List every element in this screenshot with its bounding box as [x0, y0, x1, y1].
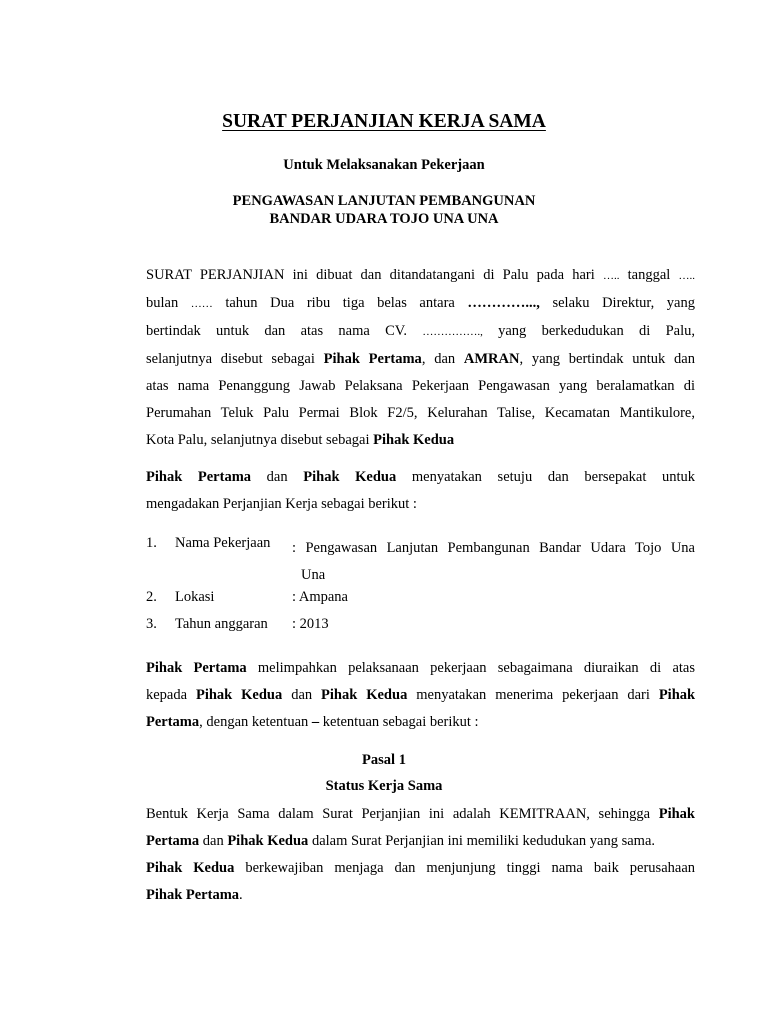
item-value: : Pengawasan Lanjutan Pembangunan Bandar Udara Tojo Una Una	[292, 540, 695, 583]
pasal-heading: Status Kerja Sama	[325, 778, 443, 794]
project-title-line-1: PENGAWASAN LANJUTAN PEMBANGUNAN	[232, 193, 536, 209]
pasal-line: Pihak Pertama.	[146, 887, 243, 903]
agreement-line: Pihak Pertama dan Pihak Kedua menyatakan setuju dan bersepakat untuk	[146, 469, 696, 485]
agreement-paragraph	[146, 464, 695, 518]
pasal-number: Pasal 1	[362, 752, 406, 768]
pasal-line: Pertama dan Pihak Kedua dalam Surat Perjanjian ini memiliki kedudukan yang sama.	[146, 833, 656, 849]
work-items-list: 1. Nama Pekerjaan : Pengawasan Lanjutan Pembangunan Bandar Udara Tojo Una Una 2. Lokasi : Ampana 3. Tahun anggaran : 2013	[146, 535, 695, 632]
pasal-paragraph	[146, 801, 695, 909]
pasal-line: Bentuk Kerja Sama dalam Surat Perjanjian ini adalah KEMITRAAN, sehingga Pihak	[146, 806, 695, 822]
delegation-line: kepada Pihak Kedua dan Pihak Kedua menyatakan menerima pekerjaan dari Pihak	[146, 687, 696, 703]
delegation-line: Pertama, dengan ketentuan – ketentuan sebagai berikut :	[146, 714, 479, 730]
intro-line: bulan …… tahun Dua ribu tiga belas antara …………..., selaku Direktur, yang	[146, 295, 695, 311]
intro-line: Kota Palu, selanjutnya disebut sebagai Pihak Kedua	[146, 432, 455, 448]
intro-paragraph	[146, 262, 695, 454]
delegation-paragraph	[146, 655, 695, 736]
pasal-line: Pihak Kedua berkewajiban menjaga dan menjunjung tinggi nama baik perusahaan	[146, 860, 696, 876]
intro-line: selanjutnya disebut sebagai Pihak Pertama, dan AMRAN, yang bertindak untuk dan	[146, 351, 695, 367]
document-title: SURAT PERJANJIAN KERJA SAMA	[222, 111, 546, 132]
intro-line: atas nama Penanggung Jawab Pelaksana Pekerjaan Pengawasan yang beralamatkan di	[146, 378, 695, 394]
project-title-line-2: BANDAR UDARA TOJO UNA UNA	[269, 211, 499, 227]
intro-line: bertindak untuk dan atas nama CV. ……………., yang berkedudukan di Palu,	[146, 323, 696, 339]
intro-line: Perumahan Teluk Palu Permai Blok F2/5, Kelurahan Talise, Kecamatan Mantikulore,	[146, 405, 695, 421]
intro-line: SURAT PERJANJIAN ini dibuat dan ditandatangani di Palu pada hari ….. tanggal …..	[146, 267, 695, 283]
delegation-line: Pihak Pertama melimpahkan pelaksanaan pekerjaan sebagaimana diuraikan di atas	[146, 660, 695, 676]
agreement-line: mengadakan Perjanjian Kerja sebagai berikut :	[146, 496, 417, 512]
list-item: 1. Nama Pekerjaan : Pengawasan Lanjutan Pembangunan Bandar Udara Tojo Una Una	[146, 535, 695, 587]
document-subtitle: Untuk Melaksanakan Pekerjaan	[283, 157, 485, 173]
